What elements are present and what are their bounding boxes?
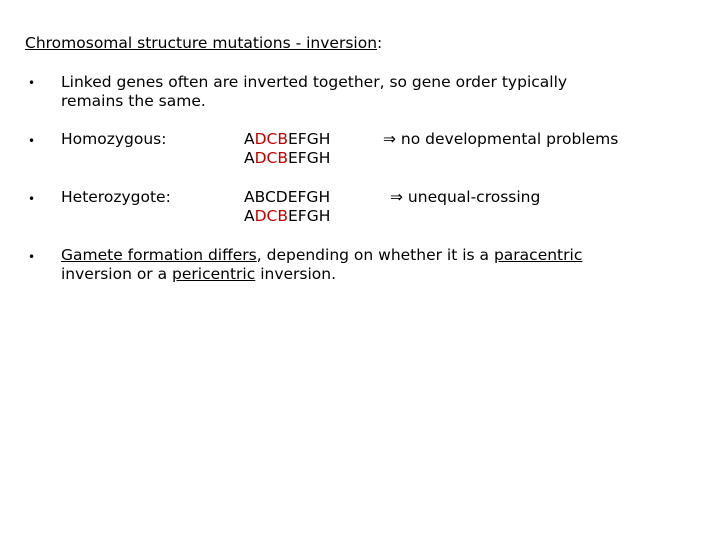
inverted-segment: DCB xyxy=(254,149,289,167)
heterozygote-sequences xyxy=(244,188,330,226)
item-4-line-1 xyxy=(61,246,582,265)
heterozygote-seq-1: ABCDEFGH xyxy=(244,188,331,206)
homozygous-label: Homozygous: xyxy=(61,130,167,148)
bullet-4: • xyxy=(28,250,36,264)
paracentric-term: paracentric xyxy=(493,246,583,264)
title-text: Chromosomal structure mutations - inversion xyxy=(25,34,378,52)
seq-part: A xyxy=(244,149,255,167)
heterozygote-label: Heterozygote: xyxy=(61,188,171,206)
seq-part: EFGH xyxy=(288,130,331,148)
seq-part: EFGH xyxy=(288,207,331,225)
heterozygote-seq-2 xyxy=(244,207,330,226)
inverted-segment: DCB xyxy=(254,130,289,148)
title-colon: : xyxy=(377,34,383,52)
implies-arrow-icon: ⇒ xyxy=(383,130,396,148)
inverted-segment: DCB xyxy=(254,207,289,225)
homozygous-seq-1 xyxy=(244,130,330,149)
item-gamete-formation xyxy=(61,246,582,284)
homozygous-result-text: no developmental problems xyxy=(396,130,619,148)
gamete-formation-text: Gamete formation differs xyxy=(61,246,257,264)
seq-part: EFGH xyxy=(288,149,331,167)
homozygous-result xyxy=(383,130,618,149)
item-linked-genes xyxy=(61,73,567,111)
bullet-2: • xyxy=(28,134,36,148)
item-1-line-1: Linked genes often are inverted together, so gene order typically xyxy=(61,73,568,91)
bullet-3: • xyxy=(28,192,36,206)
implies-arrow-icon: ⇒ xyxy=(390,188,403,206)
heterozygote-result xyxy=(390,188,540,207)
homozygous-sequences xyxy=(244,130,330,168)
homozygous-seq-2 xyxy=(244,149,330,168)
bullet-1: • xyxy=(28,76,36,90)
pericentric-term: pericentric xyxy=(172,265,256,283)
heterozygote-result-text: unequal-crossing xyxy=(403,188,541,206)
seq-part: A xyxy=(244,130,255,148)
item-4-line-2 xyxy=(61,265,582,284)
item-4-text: inversion. xyxy=(255,265,337,283)
item-4-text: inversion or a xyxy=(61,265,173,283)
slide-title xyxy=(25,34,382,52)
item-4-text: , depending on whether it is a xyxy=(256,246,494,264)
item-1-line-2: remains the same. xyxy=(61,92,206,110)
seq-part: A xyxy=(244,207,255,225)
